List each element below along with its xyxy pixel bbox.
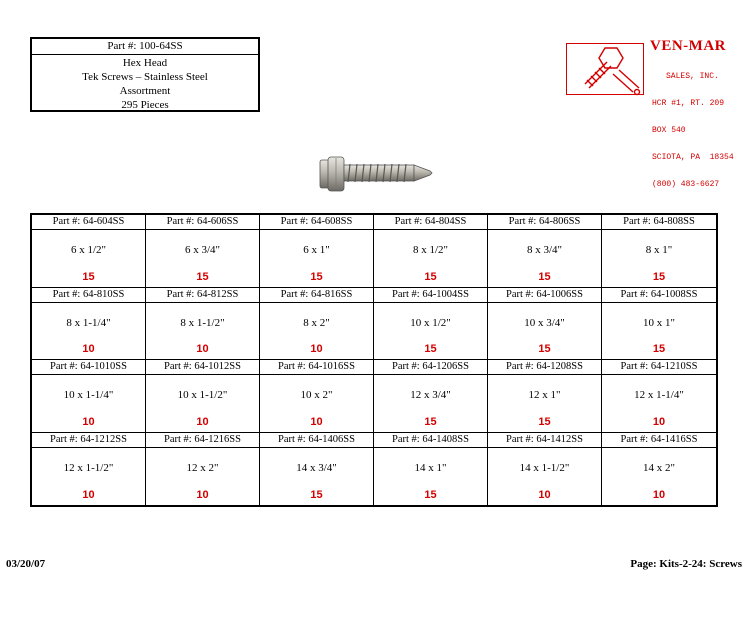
ven-mar-logo	[566, 38, 736, 189]
part-cell	[374, 433, 488, 506]
part-number: Part #: 64-606SS	[146, 215, 259, 230]
screw-size: 10 x 3/4"	[524, 316, 565, 329]
screw-size: 14 x 1"	[414, 461, 447, 474]
parts-grid	[30, 213, 718, 507]
quantity: 15	[310, 270, 323, 283]
screw-size: 10 x 1-1/4"	[63, 389, 114, 401]
part-cell	[488, 360, 602, 433]
logo-address-line: HCR #1, RT. 209	[652, 99, 725, 108]
part-number: Part #: 64-1212SS	[32, 433, 145, 448]
screw-size: 10 x 1/2"	[410, 316, 451, 329]
part-number: Part #: 64-1016SS	[260, 360, 373, 375]
quantity: 10	[82, 489, 95, 501]
part-number: Part #: 64-1210SS	[602, 360, 716, 375]
logo-emblem	[566, 43, 644, 95]
quantity: 10	[82, 343, 95, 355]
part-cell	[32, 433, 146, 506]
logo-address-line: SALES, INC.	[666, 72, 719, 81]
quantity: 10	[196, 343, 209, 355]
quantity: 15	[196, 270, 209, 283]
part-number: Part #: 64-1006SS	[488, 288, 601, 303]
screw-size: 8 x 2"	[303, 316, 330, 329]
screw-size: 6 x 3/4"	[184, 244, 221, 256]
screw-size: 14 x 1-1/2"	[519, 461, 570, 474]
kit-description	[32, 55, 258, 112]
part-cell	[374, 360, 488, 433]
footer-page-label: Page: Kits-2-24: Screws	[630, 558, 742, 570]
part-number: Part #: 64-1408SS	[374, 433, 487, 448]
screw-size: 8 x 1-1/2"	[180, 316, 225, 329]
kit-description-line: 295 Pieces	[121, 99, 169, 111]
part-cell	[146, 433, 260, 506]
part-number: Part #: 64-1216SS	[146, 433, 259, 448]
screw-size: 6 x 1"	[303, 244, 330, 256]
screw-size: 8 x 3/4"	[526, 244, 563, 256]
quantity: 15	[652, 270, 666, 283]
quantity: 10	[652, 489, 666, 501]
part-number: Part #: 64-1206SS	[374, 360, 487, 375]
part-cell	[146, 288, 260, 361]
part-cell	[32, 215, 146, 288]
part-cell	[374, 215, 488, 288]
quantity: 15	[424, 270, 437, 283]
part-number: Part #: 64-1004SS	[374, 288, 487, 303]
part-number: Part #: 64-608SS	[260, 215, 373, 230]
part-cell	[488, 433, 602, 506]
part-number: Part #: 64-1208SS	[488, 360, 601, 375]
quantity: 10	[310, 343, 323, 355]
kit-part-number: Part #: 100-64SS	[32, 39, 258, 55]
logo-address-line: (800) 483-6627	[652, 180, 720, 189]
quantity: 15	[82, 270, 95, 283]
part-number: Part #: 64-810SS	[32, 288, 145, 303]
quantity: 10	[82, 415, 95, 428]
screw-size: 12 x 1-1/4"	[634, 389, 684, 401]
part-number: Part #: 64-1010SS	[32, 360, 145, 375]
quantity: 15	[424, 489, 437, 501]
screw-size: 12 x 3/4"	[410, 389, 451, 401]
part-number: Part #: 64-1008SS	[602, 288, 716, 303]
part-number: Part #: 64-1412SS	[488, 433, 601, 448]
part-cell	[32, 360, 146, 433]
footer-date: 03/20/07	[6, 558, 46, 570]
quantity: 15	[652, 343, 666, 355]
screw-size: 6 x 1/2"	[70, 244, 107, 256]
hex-head-screw-icon	[318, 154, 438, 194]
quantity: 10	[310, 415, 323, 428]
screw-size: 10 x 1-1/2"	[177, 389, 228, 401]
screw-size: 8 x 1"	[645, 244, 673, 256]
hex-bolt-logo-icon	[567, 44, 645, 96]
part-cell	[260, 433, 374, 506]
part-cell	[146, 360, 260, 433]
part-number: Part #: 64-808SS	[602, 215, 716, 230]
part-number: Part #: 64-804SS	[374, 215, 487, 230]
part-cell	[146, 215, 260, 288]
screw-size: 14 x 3/4"	[296, 461, 337, 474]
screw-size: 10 x 1"	[643, 316, 675, 329]
part-cell	[32, 288, 146, 361]
kit-description-line: Tek Screws – Stainless Steel	[82, 71, 208, 83]
screw-size: 12 x 2"	[186, 461, 219, 474]
kit-header-box	[30, 37, 260, 112]
part-cell	[602, 288, 716, 361]
quantity: 15	[310, 489, 323, 501]
quantity: 10	[196, 489, 209, 501]
quantity: 15	[424, 343, 437, 355]
part-cell	[602, 215, 716, 288]
part-cell	[602, 433, 716, 506]
kit-description-line: Assortment	[119, 85, 171, 97]
part-number: Part #: 64-806SS	[488, 215, 601, 230]
part-number: Part #: 64-1416SS	[602, 433, 716, 448]
part-number: Part #: 64-1012SS	[146, 360, 259, 375]
screw-size: 14 x 2"	[643, 461, 675, 474]
part-cell	[602, 360, 716, 433]
quantity: 10	[538, 489, 551, 501]
screw-size: 8 x 1/2"	[412, 244, 449, 256]
quantity: 15	[424, 415, 437, 428]
quantity: 15	[538, 270, 551, 283]
quantity: 15	[538, 343, 551, 355]
part-cell	[488, 215, 602, 288]
part-cell	[374, 288, 488, 361]
part-number: Part #: 64-812SS	[146, 288, 259, 303]
screw-size: 8 x 1-1/4"	[66, 316, 111, 329]
part-cell	[488, 288, 602, 361]
logo-address-line: BOX 540	[652, 126, 686, 135]
part-number: Part #: 64-816SS	[260, 288, 373, 303]
screw-size: 10 x 2"	[300, 389, 333, 401]
logo-address	[652, 54, 734, 207]
part-number: Part #: 64-604SS	[32, 215, 145, 230]
screw-size: 12 x 1-1/2"	[63, 461, 114, 474]
part-cell	[260, 288, 374, 361]
logo-name: VEN-MAR	[650, 38, 726, 54]
quantity: 15	[538, 415, 551, 428]
quantity: 10	[652, 415, 666, 428]
kit-description-line: Hex Head	[122, 57, 168, 69]
screw-size: 12 x 1"	[528, 389, 561, 401]
part-cell	[260, 360, 374, 433]
quantity: 10	[196, 415, 209, 428]
logo-address-line: SCIOTA, PA 18354	[652, 153, 734, 162]
part-cell	[260, 215, 374, 288]
part-number: Part #: 64-1406SS	[260, 433, 373, 448]
